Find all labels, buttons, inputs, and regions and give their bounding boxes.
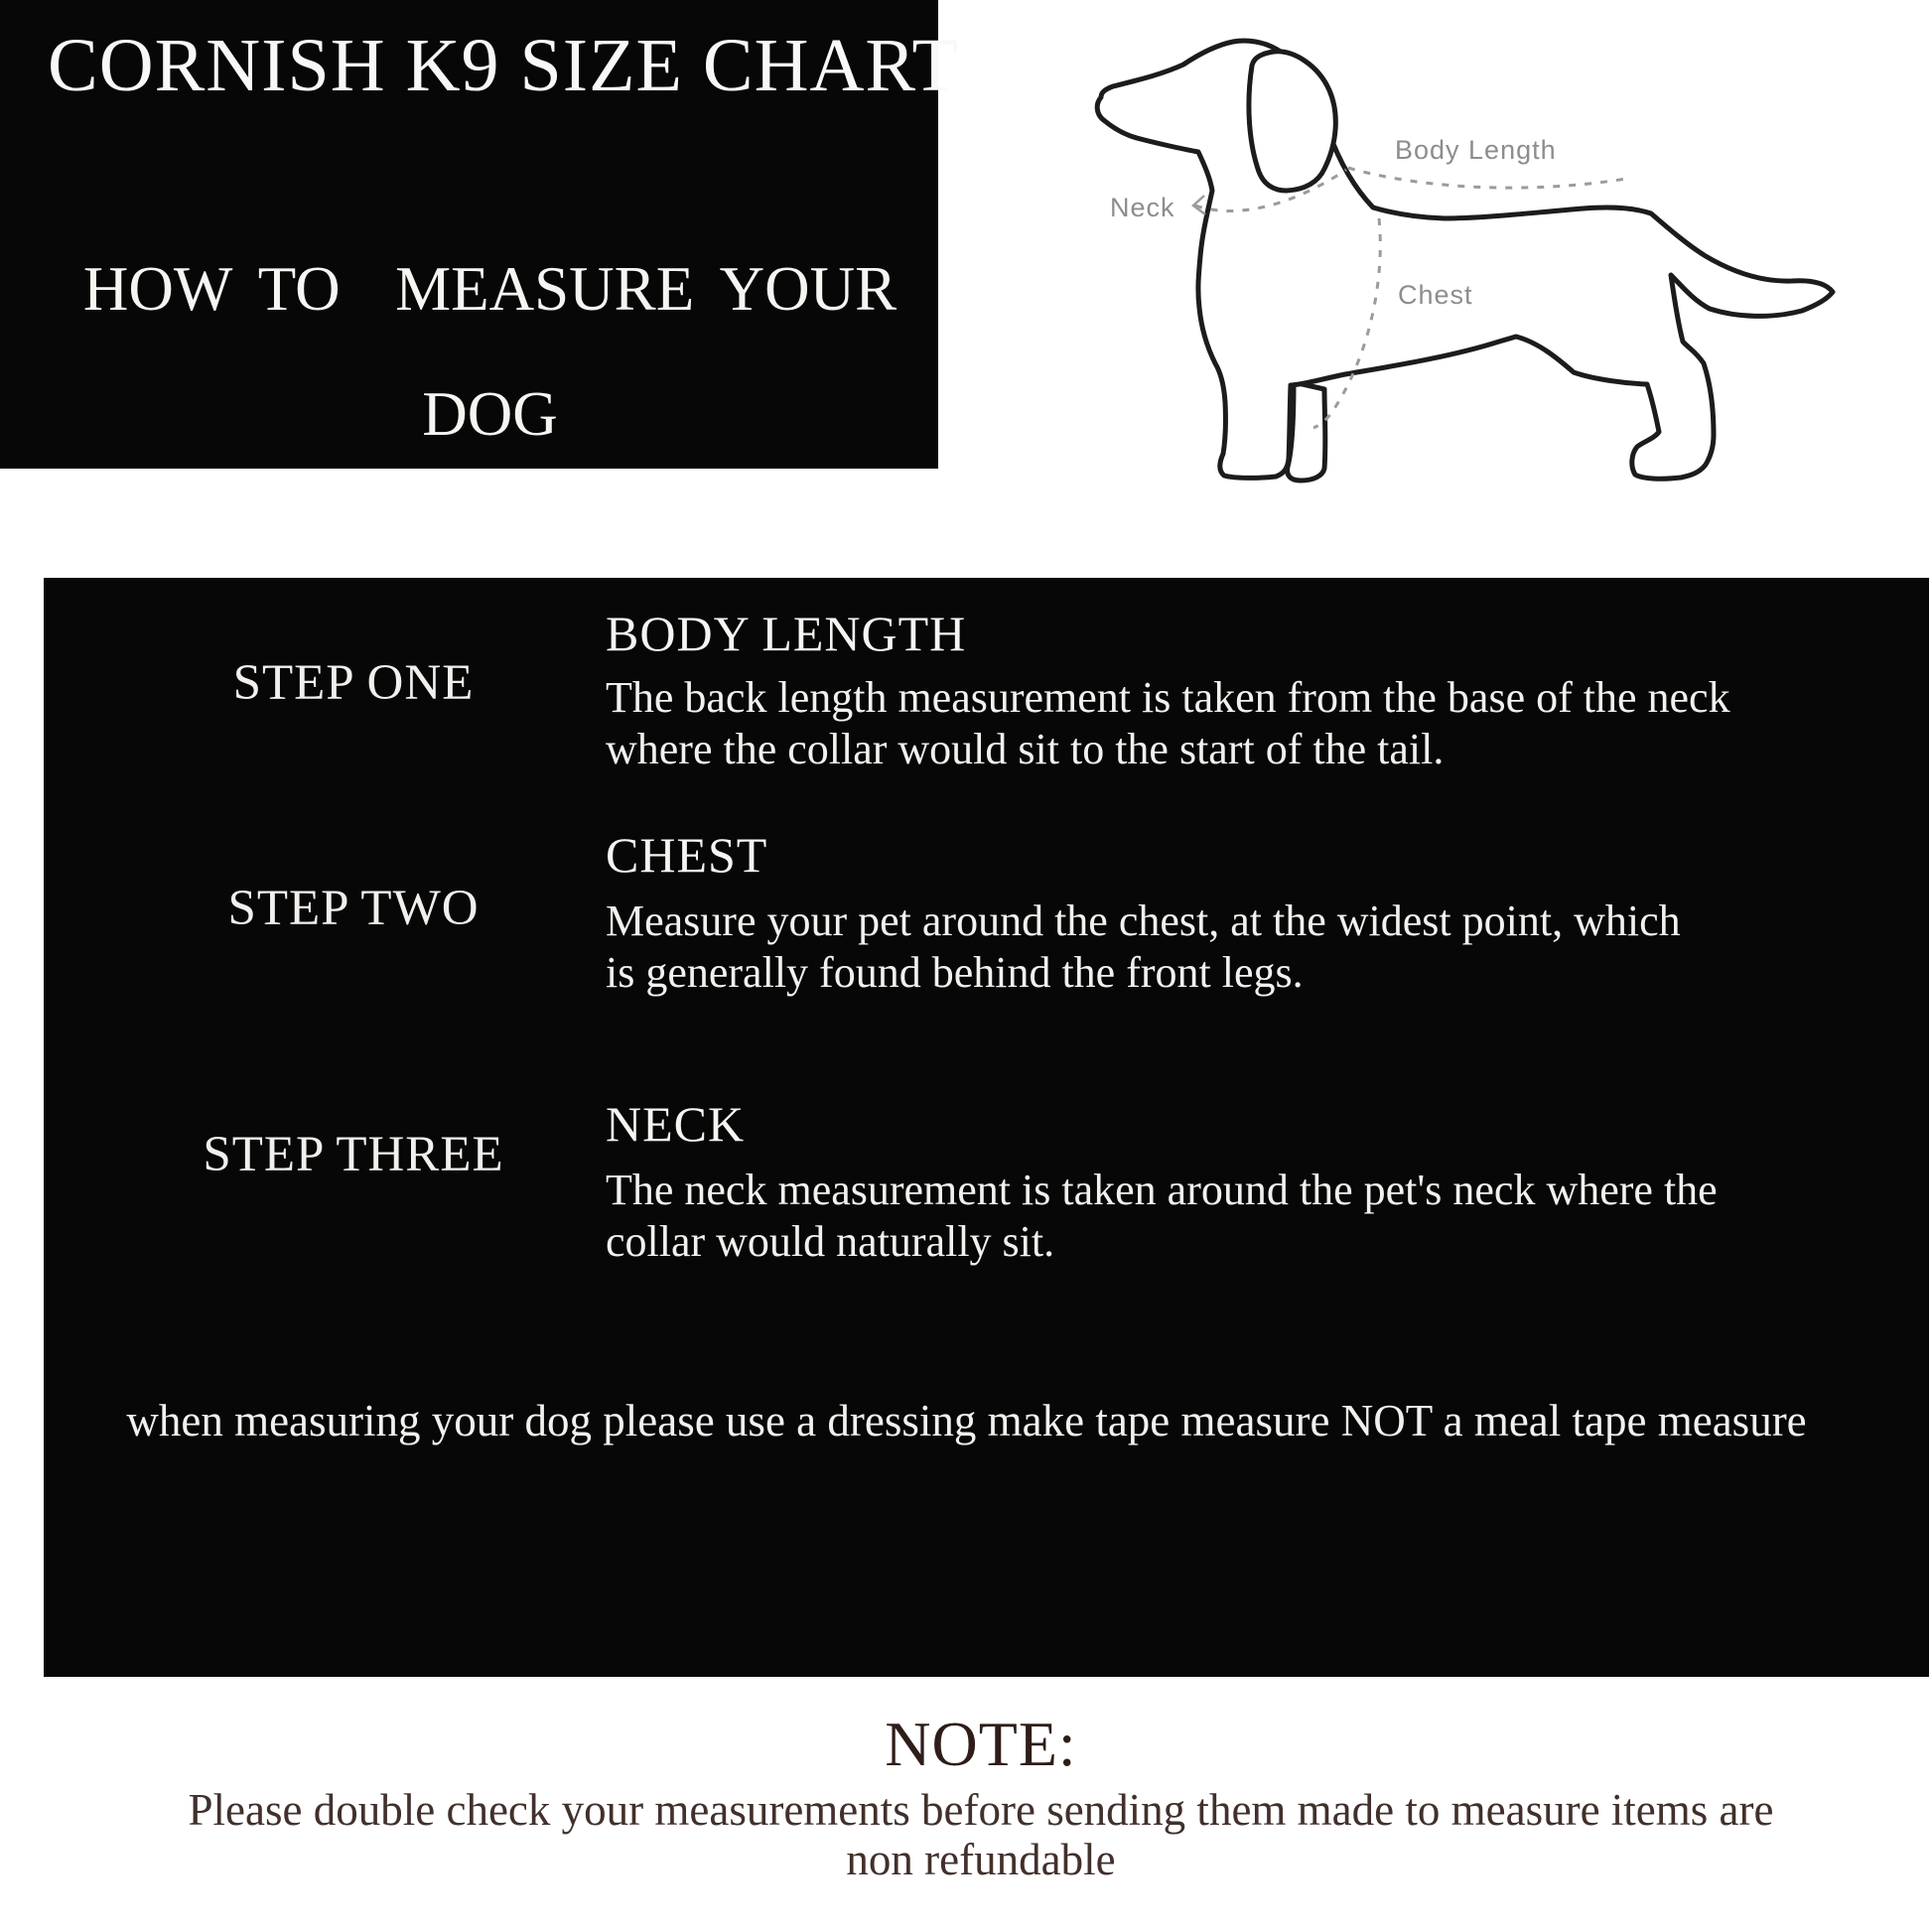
dog-far-front-leg xyxy=(1288,382,1325,481)
chest-label: Chest xyxy=(1398,280,1473,310)
body-length-label: Body Length xyxy=(1395,135,1557,165)
page-subtitle xyxy=(69,226,910,477)
step-one-line-1: The back length measurement is taken from the base of the neck xyxy=(606,673,1730,722)
title-panel xyxy=(0,0,959,469)
step-one-heading: BODY LENGTH xyxy=(606,606,967,661)
subtitle-line-2: DOG xyxy=(422,379,558,449)
page-title: CORNISH K9 SIZE CHART xyxy=(48,24,959,107)
dog-measurement-diagram xyxy=(993,30,1847,496)
step-one-line-2: where the collar would sit to the start of the tail. xyxy=(606,725,1445,773)
neck-label: Neck xyxy=(1110,193,1175,222)
dog-body-outline xyxy=(1097,41,1833,479)
step-two-line-2: is generally found behind the front legs. xyxy=(606,948,1304,997)
step-one-description xyxy=(606,672,1730,775)
step-three-line-1: The neck measurement is taken around the pet's neck where the xyxy=(606,1166,1718,1214)
note-line-2: non refundable xyxy=(846,1835,1116,1884)
note-line-1: Please double check your measurements before sending them made to measure items are xyxy=(188,1785,1774,1835)
step-one-label: STEP ONE xyxy=(232,655,475,711)
dog-ear xyxy=(1249,52,1335,191)
dog-outline-drawing xyxy=(993,30,1847,496)
step-three-label: STEP THREE xyxy=(203,1127,504,1182)
subtitle-line-1: HOW TO MEASURE YOUR xyxy=(82,254,897,324)
tape-measure-warning: when measuring your dog please use a dressing make tape measure NOT a meal tape measure xyxy=(126,1396,1807,1446)
step-two-heading: CHEST xyxy=(606,827,768,883)
step-two-line-1: Measure your pet around the chest, at the widest point, which xyxy=(606,897,1681,945)
step-two-label: STEP TWO xyxy=(227,881,480,936)
note-text xyxy=(30,1785,1932,1884)
note-heading: NOTE: xyxy=(885,1709,1077,1779)
step-three-description xyxy=(606,1165,1718,1268)
measuring-steps-panel xyxy=(44,578,1929,1677)
step-two-description xyxy=(606,896,1681,999)
body-length-measure-dashes xyxy=(1348,168,1626,188)
neck-measure-arrow xyxy=(1193,196,1205,214)
step-three-line-2: collar would naturally sit. xyxy=(606,1217,1055,1266)
step-three-heading: NECK xyxy=(606,1096,746,1152)
